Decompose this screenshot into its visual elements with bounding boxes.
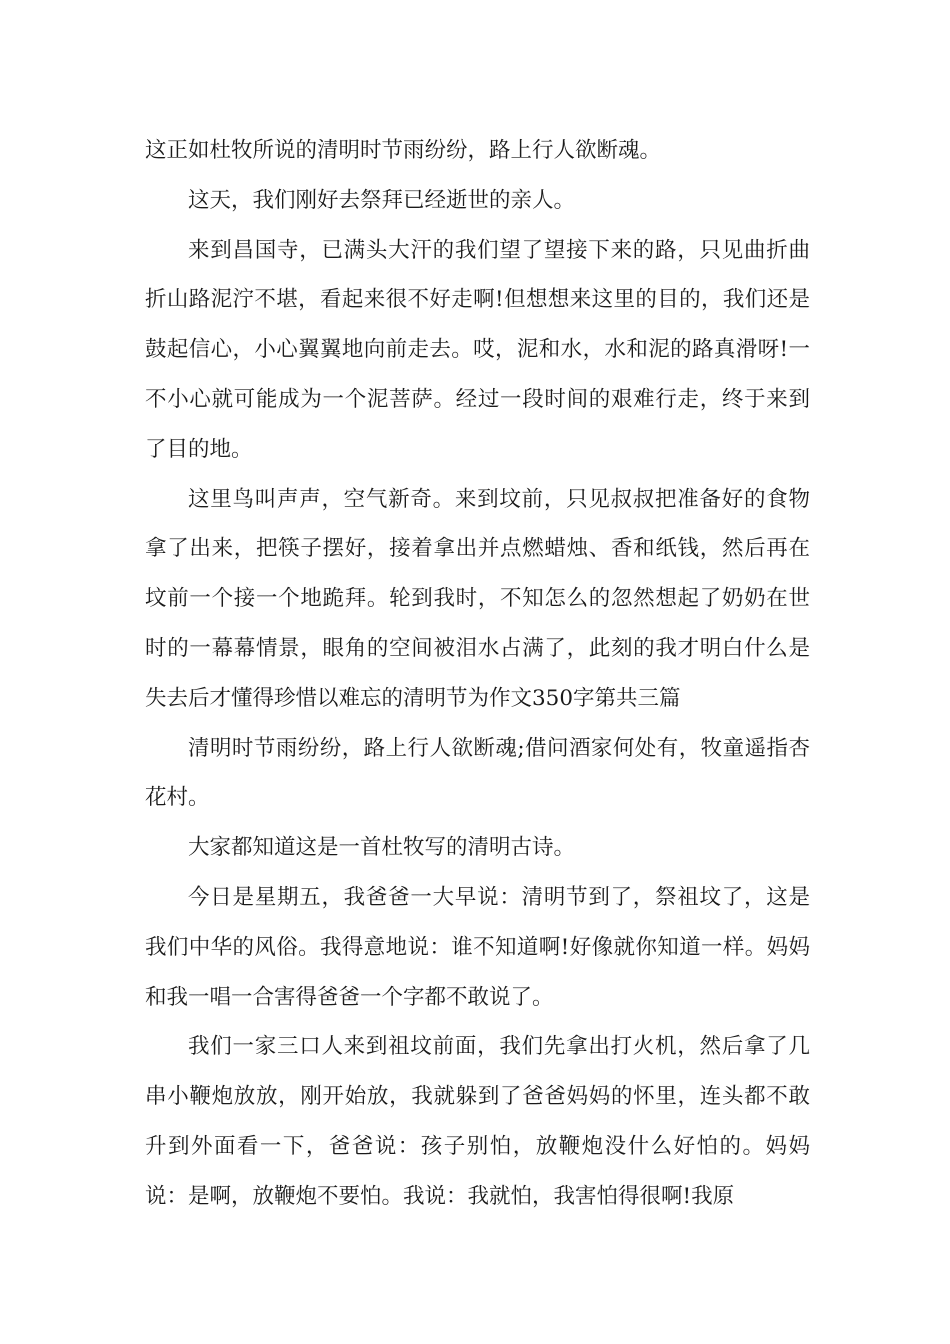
paragraph-4: 这里鸟叫声声，空气新奇。来到坟前，只见叔叔把准备好的食物拿了出来，把筷子摆好，接着拿出并点燃蜡烛、香和纸钱，然后再在坟前一个接一个地跪拜。轮到我时，不知怎么的忽然想起了奶奶在世时的一幕幕情景，眼角的空间被泪水占满了，此刻的我才明白什么是失去后才懂得珍惜以难忘的清明节为作文350字第共三篇 xyxy=(145,486,810,711)
paragraph-3: 来到昌国寺，已满头大汗的我们望了望接下来的路，只见曲折曲折山路泥泞不堪，看起来很不好走啊!但想想来这里的目的，我们还是鼓起信心，小心翼翼地向前走去。哎，泥和水，水和泥的路真滑呀!一不小心就可能成为一个泥菩萨。经过一段时间的艰难行走，终于来到了目的地。 xyxy=(145,237,810,462)
paragraph-8: 我们一家三口人来到祖坟前面，我们先拿出打火机，然后拿了几串小鞭炮放放，刚开始放，我就躲到了爸爸妈妈的怀里，连头都不敢升到外面看一下，爸爸说：孩子别怕，放鞭炮没什么好怕的。妈妈说：是啊，放鞭炮不要怕。我说：我就怕，我害怕得很啊!我原 xyxy=(145,1034,810,1209)
paragraph-7: 今日是星期五，我爸爸一大早说：清明节到了，祭祖坟了，这是我们中华的风俗。我得意地说：谁不知道啊!好像就你知道一样。妈妈和我一唱一合害得爸爸一个字都不敢说了。 xyxy=(145,884,810,1010)
paragraph-6: 大家都知道这是一首杜牧写的清明古诗。 xyxy=(188,835,576,861)
paragraph-1: 这正如杜牧所说的清明时节雨纷纷，路上行人欲断魂。 xyxy=(145,138,662,163)
document-body xyxy=(145,126,810,1222)
paragraph-5: 清明时节雨纷纷，路上行人欲断魂;借问酒家何处有，牧童遥指杏花村。 xyxy=(145,735,810,811)
paragraph-2: 这天，我们刚好去祭拜已经逝世的亲人。 xyxy=(188,187,576,213)
